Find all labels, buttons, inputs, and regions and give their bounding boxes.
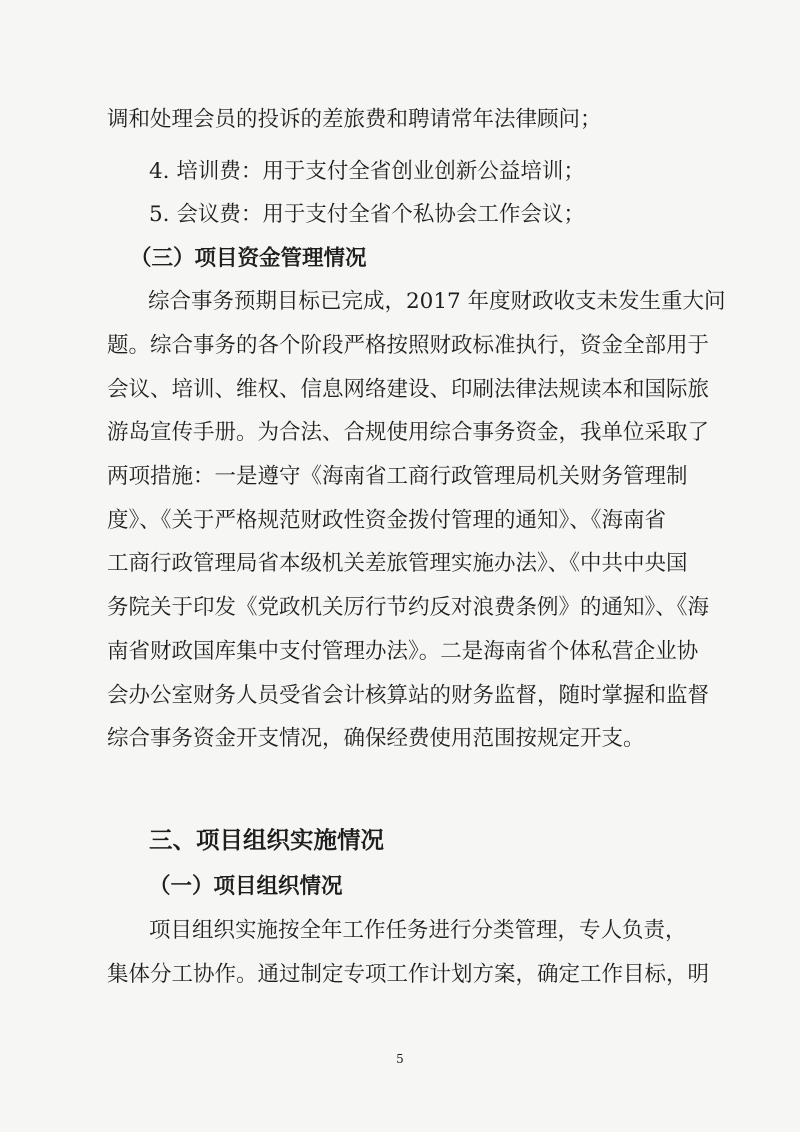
body-line-10: 南省财政国库集中支付管理办法》。二是海南省个体私营企业协 bbox=[107, 639, 699, 664]
section-heading-3: （三）项目资金管理情况 bbox=[130, 246, 367, 271]
body-line-1: 调和处理会员的投诉的差旅费和聘请常年法律顾问； bbox=[107, 107, 602, 132]
body-line-14: 集体分工协作。通过制定专项工作计划方案，确定工作目标，明 bbox=[107, 962, 710, 987]
list-item-4: 4. 培训费：用于支付全省创业创新公益培训； bbox=[149, 159, 585, 184]
body-line-4: 会议、培训、维权、信息网络建设、印刷法律法规读本和国际旅 bbox=[107, 377, 710, 402]
body-line-9: 务院关于印发《党政机关厉行节约反对浪费条例》的通知》、《海 bbox=[107, 595, 710, 620]
body-line-6: 两项措施：一是遵守《海南省工商行政管理局机关财务管理制 bbox=[107, 464, 688, 489]
list-item-5: 5. 会议费：用于支付全省个私协会工作会议； bbox=[149, 202, 585, 227]
chapter-heading: 三、项目组织实施情况 bbox=[149, 826, 384, 854]
body-line-12: 综合事务资金开支情况，确保经费使用范围按规定开支。 bbox=[107, 726, 645, 751]
section-heading-1: （一）项目组织情况 bbox=[149, 874, 343, 899]
body-line-11: 会办公室财务人员受省会计核算站的财务监督，随时掌握和监督 bbox=[107, 683, 710, 708]
body-line-5: 游岛宣传手册。为合法、合规使用综合事务资金，我单位采取了 bbox=[107, 420, 710, 445]
body-line-3: 题。综合事务的各个阶段严格按照财政标准执行，资金全部用于 bbox=[107, 333, 710, 358]
body-line-7: 度》、《关于严格规范财政性资金拨付管理的通知》、《海南省 bbox=[107, 508, 667, 533]
page-number: 5 bbox=[396, 1052, 404, 1066]
body-line-8: 工商行政管理局省本级机关差旅管理实施办法》、《中共中央国 bbox=[107, 551, 688, 576]
body-line-13: 项目组织实施按全年工作任务进行分类管理，专人负责， bbox=[149, 918, 687, 943]
body-line-2: 综合事务预期目标已完成，2017 年度财政收支未发生重大问 bbox=[148, 289, 726, 314]
